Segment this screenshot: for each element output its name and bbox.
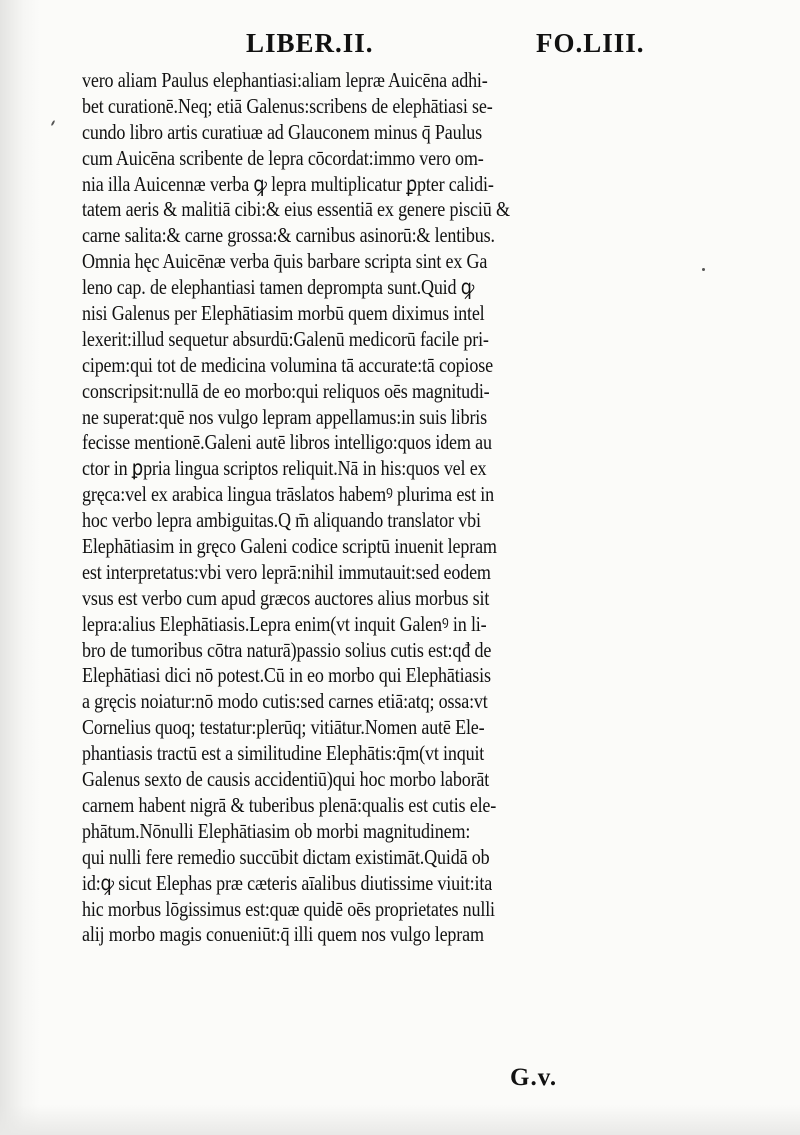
- text-line: carnem habent nigrā & tuberibus plenā:qualis est cutis ele-: [82, 792, 497, 817]
- text-line: Elephātiasi dici nō potest.Cū in eo morbo qui Elephātiasis: [82, 663, 491, 688]
- text-line: est interpretatus:vbi vero leprā:nihil immutauit:sed eodem: [82, 559, 491, 584]
- text-line: nisi Galenus per Elephātiasim morbū quem diximus intel: [82, 301, 485, 326]
- page-edge-shadow: [0, 0, 40, 1135]
- text-line: bet curationē.Neq; etiā Galenus:scribens de elephātiasi se-: [82, 93, 493, 118]
- text-line: leno cap. de elephantiasi tamen deprompta sunt.Quid ꝙ: [82, 275, 475, 300]
- text-line: hic morbus lōgissimus est:quæ quidē oēs proprietates nulli: [82, 896, 495, 921]
- text-line: carne salita:& carne grossa:& carnibus asinorū:& lentibus.: [82, 223, 495, 248]
- body-text: [82, 68, 692, 948]
- text-line: tatem aeris & malitiā cibi:& eius essentiā ex genere pisciū &: [82, 197, 510, 222]
- text-line: lexerit:illud sequetur absurdū:Galenū medicorū facile pri-: [82, 326, 489, 351]
- text-line: lepra:alius Elephātiasis.Lepra enim(vt inquit Galenꝰ in li-: [82, 611, 487, 636]
- page-bottom-shadow: [0, 1105, 800, 1135]
- text-line: phantiasis tractū est a similitudine Elephātis:q̄m(vt inquit: [82, 741, 485, 766]
- ink-speck: [51, 120, 56, 126]
- text-line: phātum.Nōnulli Elephātiasim ob morbi magnitudinem:: [82, 818, 471, 843]
- text-line: conscripsit:nullā de eo morbo:qui reliquos oēs magnitudi-: [82, 378, 490, 403]
- text-line: ne superat:quē nos vulgo lepram appellamus:in suis libris: [82, 404, 488, 429]
- text-line: cipem:qui tot de medicina volumina tā accurate:tā copiose: [82, 352, 493, 377]
- ink-speck: [702, 268, 705, 271]
- text-line: cum Auicēna scribente de lepra cōcordat:immo vero om-: [82, 145, 484, 170]
- text-line: Omnia hęc Auicēnæ verba q̄uis barbare scripta sint ex Ga: [82, 249, 488, 274]
- text-line: a gręcis noiatur:nō modo cutis:sed carnes etiā:atq; ossa:vt: [82, 689, 488, 714]
- text-line: nia illa Auicennæ verba ꝙ lepra multiplicatur ꝑpter calidi-: [82, 171, 494, 196]
- text-line: hoc verbo lepra ambiguitas.Q m̄ aliquando translator vbi: [82, 508, 481, 533]
- text-line: fecisse mentionē.Galeni autē libros intelligo:quos idem au: [82, 430, 492, 455]
- text-line: id:ꝙ sicut Elephas præ cæteris aīalibus diutissime viuit:ita: [82, 870, 493, 895]
- signature-mark: G.v.: [510, 1064, 558, 1091]
- text-line: cundo libro artis curatiuæ ad Glauconem minus q̄ Paulus: [82, 119, 483, 144]
- text-line: vsus est verbo cum apud græcos auctores alius morbus sit: [82, 585, 490, 610]
- text-line: Elephātiasim in gręco Galeni codice scriptū inuenit lepram: [82, 534, 497, 559]
- text-line: Cornelius quoq; testatur:plerūq; vitiātur.Nomen autē Ele-: [82, 715, 485, 740]
- folio-number: FO.LIII.: [536, 28, 645, 58]
- running-head: LIBER.II.: [246, 28, 374, 58]
- text-line: qui nulli fere remedio succūbit dictam existimāt.Quidā ob: [82, 844, 490, 869]
- text-line: vero aliam Paulus elephantiasi:aliam lepræ Auicēna adhi-: [82, 68, 488, 92]
- text-line: Galenus sexto de causis accidentiū)qui hoc morbo laborāt: [82, 767, 490, 792]
- text-line: bro de tumoribus cōtra naturā)passio solius cutis est:qđ de: [82, 637, 492, 662]
- text-line: alij morbo magis conueniūt:q̄ illi quem nos vulgo lepram: [82, 922, 484, 947]
- text-line: gręca:vel ex arabica lingua trāslatos habemꝰ plurima est in: [82, 482, 494, 507]
- page-header: [0, 28, 800, 64]
- text-line: ctor in ꝑpria lingua scriptos reliquit.Nā in his:quos vel ex: [82, 456, 487, 481]
